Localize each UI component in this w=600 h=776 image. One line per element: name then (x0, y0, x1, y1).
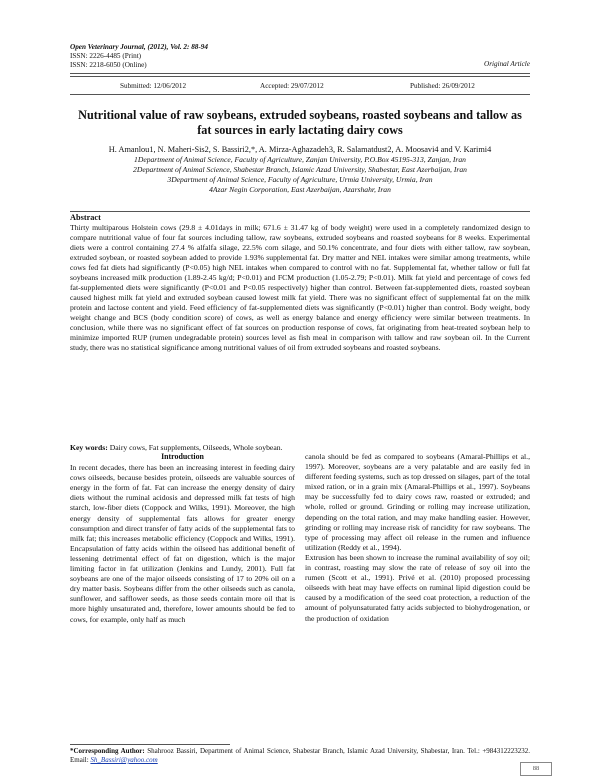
author-list (70, 145, 530, 155)
submitted-date: Submitted: 12/06/2012 (120, 82, 187, 90)
affiliation-3: 3Department of Animal Science, Faculty of Agriculture, Urmia University, Urmia, Iran (167, 175, 433, 184)
right-column-paragraph-2: Extrusion has been shown to increase the ruminal availability of soy oil; in contrast, roasting may slow the rate of release of soy oil into the rumen (Scott et al., 1991). Privé et al. (2010) proposed processing oilseeds with heat may have effects on ruminal lipid digestion could be caused by a modification of the seed coat protection, a reduction of the amount of polyunsaturated fatty acids subjected to biohydrogenation, or the production of oxidation (305, 552, 530, 623)
email-link[interactable]: Sh_Bassiri@yahoo.com (90, 756, 158, 764)
footnote-rule (70, 744, 230, 745)
correspondence-text: Shahrooz Bassiri, Department of Animal Science, Shabestar Branch, Islamic Azad University, Shabestar, Iran. Tel.: +984312223232. Email: (70, 747, 531, 764)
affiliation-4: 4Azar Negin Corporation, East Azerbaijan, Azarshahr, Iran (209, 185, 391, 194)
article-type: Original Article (484, 60, 530, 68)
right-column (305, 452, 530, 624)
abstract-heading: Abstract (70, 213, 101, 222)
abstract-rule (70, 211, 530, 212)
article-title: Nutritional value of raw soybeans, extruded soybeans, roasted soybeans and tallow as fat sources in early lactating dairy cows (78, 108, 522, 137)
correspondence-label: *Corresponding Author: (70, 747, 145, 755)
left-column (70, 452, 295, 625)
right-column-paragraph-1: canola should be fed as compared to soybeans (Amaral-Phillips et al., 1997). Moreover, soybeans are a very palatable and are easily fed in different feeding systems, such as top dressed on silages, part of the total mixed ration, or in a grain mix (Amaral-Phillips et al., 1997). Soybeans may be successfully fed to dairy cows raw, roasted or extruded; and whole, rolled or ground. Grinding or rolling may increase utilization, depending on the total ration, and may make handling easier. However, grinding or rolling may increase risk of rancidity for raw soybeans. The type of processing may affect oil release in the rumen and influence utilization (Reddy et al., 1994). (305, 452, 530, 552)
correspondence-note (70, 747, 530, 765)
left-column-text: In recent decades, there has been an increasing interest in feeding dairy cows oilseeds, because besides protein, oilseeds are valuable sources of energy in the form of fat. Fat can increase the energy density of dairy diets without the ruminal acidosis and depressed milk fat tests of high starch, low-fiber diets (Coppock and Wilks, 1991). Moreover, the high energy density of supplemental fats allows for greater energy consumption and direct transfer of fatty acids of the supplemental fats to milk fat; this increases metabolic efficiency (Coppock and Wilks, 1991). Encapsulation of fatty acids within the oilseed has additional benefit of lessening detrimental effect of fat on digestion, which is the major limiting factor in fat utilization (Jenkins and Lundy, 2001). Full fat soybeans are one of the major oilseeds consisting of 17 to 20% oil on a dry matter basis. Soybeans differ from the other oilseeds such as canola, sunflower, and safflower seeds, as those seeds contain more oil that is more highly unsaturated and, therefore, lower amounts should be fed to cows, for example, only half as much (70, 463, 295, 624)
affiliations (70, 155, 530, 195)
affiliation-2: 2Department of Animal Science, Shabestar Branch, Islamic Azad University, Shabestar, East Azerbaijan, Iran (133, 165, 467, 174)
page-number: 88 (520, 762, 552, 776)
abstract-text: Thirty multiparous Holstein cows (29.8 ± 4.01days in milk; 671.6 ± 31.47 kg of body weight) were used in a completely randomized design to compare nutritional value of four fat sources including tallow, raw soybeans, extruded soybeans and roasted soybeans for 8 weeks. Experimental diets were a control containing 27.4 % alfalfa silage, 22.5% corn silage, and 50.1% concentrate, and four diets with either tallow, raw soybean, extruded soybean, or roasted soybean added to provide 1.93% supplemental fat. Dry matter and NEL intakes were similar among treatments, while cows fed fat diets had significantly (P<0.05) high NEL intakes when compared to control with no fat. Supplemental fat, whether tallow or full fat soybeans increased milk production (1.89-2.45 kg/d; P<0.01) and FCM production (1.05-2.79; P<0.01). Milk fat yield and percentage of cows fed fat-supplemented diets were significantly (P<0.01 and P<0.05 respectively) higher than control. Between fat-supplemented diets, roasted soybean caused highest milk fat yield and extruded soybean caused lowest milk fat yield. There was no significant effect of supplemental fat on the milk protein and lactose content and yield. Feed efficiency of fat-supplemented diets was significantly (P<0.01) higher than control. Body weight, body weight change and BCS (body condition score) of cows, as well as energy balance and energy efficiency were similar between treatments. In conclusion, while there was no significant effect of fat sources on production response of cows, fat originating from heat-treated soybean help to minimize imported RUP (rumen undegradable protein) sources level as fish meal in comparison with tallow and raw soybean oil. In the Current study, there was no statistical significance among nutritional values of oil from extruded soybeans and roasted soybeans. (70, 223, 530, 352)
issn-online: ISSN: 2218-6050 (Online) (70, 61, 147, 69)
keywords-text: Dairy cows, Fat supplements, Oilseeds, Whole soybean. (109, 443, 283, 452)
journal-header (70, 43, 208, 70)
dates-rule (70, 94, 530, 95)
journal-citation: Open Veterinary Journal, (2012), Vol. 2: 88-94 (70, 43, 208, 51)
introduction-heading: Introduction (161, 452, 204, 461)
authors-text: H. Amanlou1, N. Maheri-Sis2, S. Bassiri2,*, A. Mirza-Aghazadeh3, R. Salamatdust2, A. Moosavi4 and V. Karimi4 (108, 145, 492, 154)
header-rule-top (70, 73, 530, 74)
keywords-line (70, 443, 283, 452)
keywords-label: Key words: (70, 443, 108, 452)
accepted-date: Accepted: 29/07/2012 (260, 82, 324, 90)
issn-print: ISSN: 2226-4485 (Print) (70, 52, 142, 60)
affiliation-1: 1Department of Animal Science, Faculty of Agriculture, Zanjan University, P.O.Box 45195-313, Zanjan, Iran (134, 155, 466, 164)
published-date: Published: 26/09/2012 (410, 82, 475, 90)
header-rule-bottom (70, 76, 530, 77)
